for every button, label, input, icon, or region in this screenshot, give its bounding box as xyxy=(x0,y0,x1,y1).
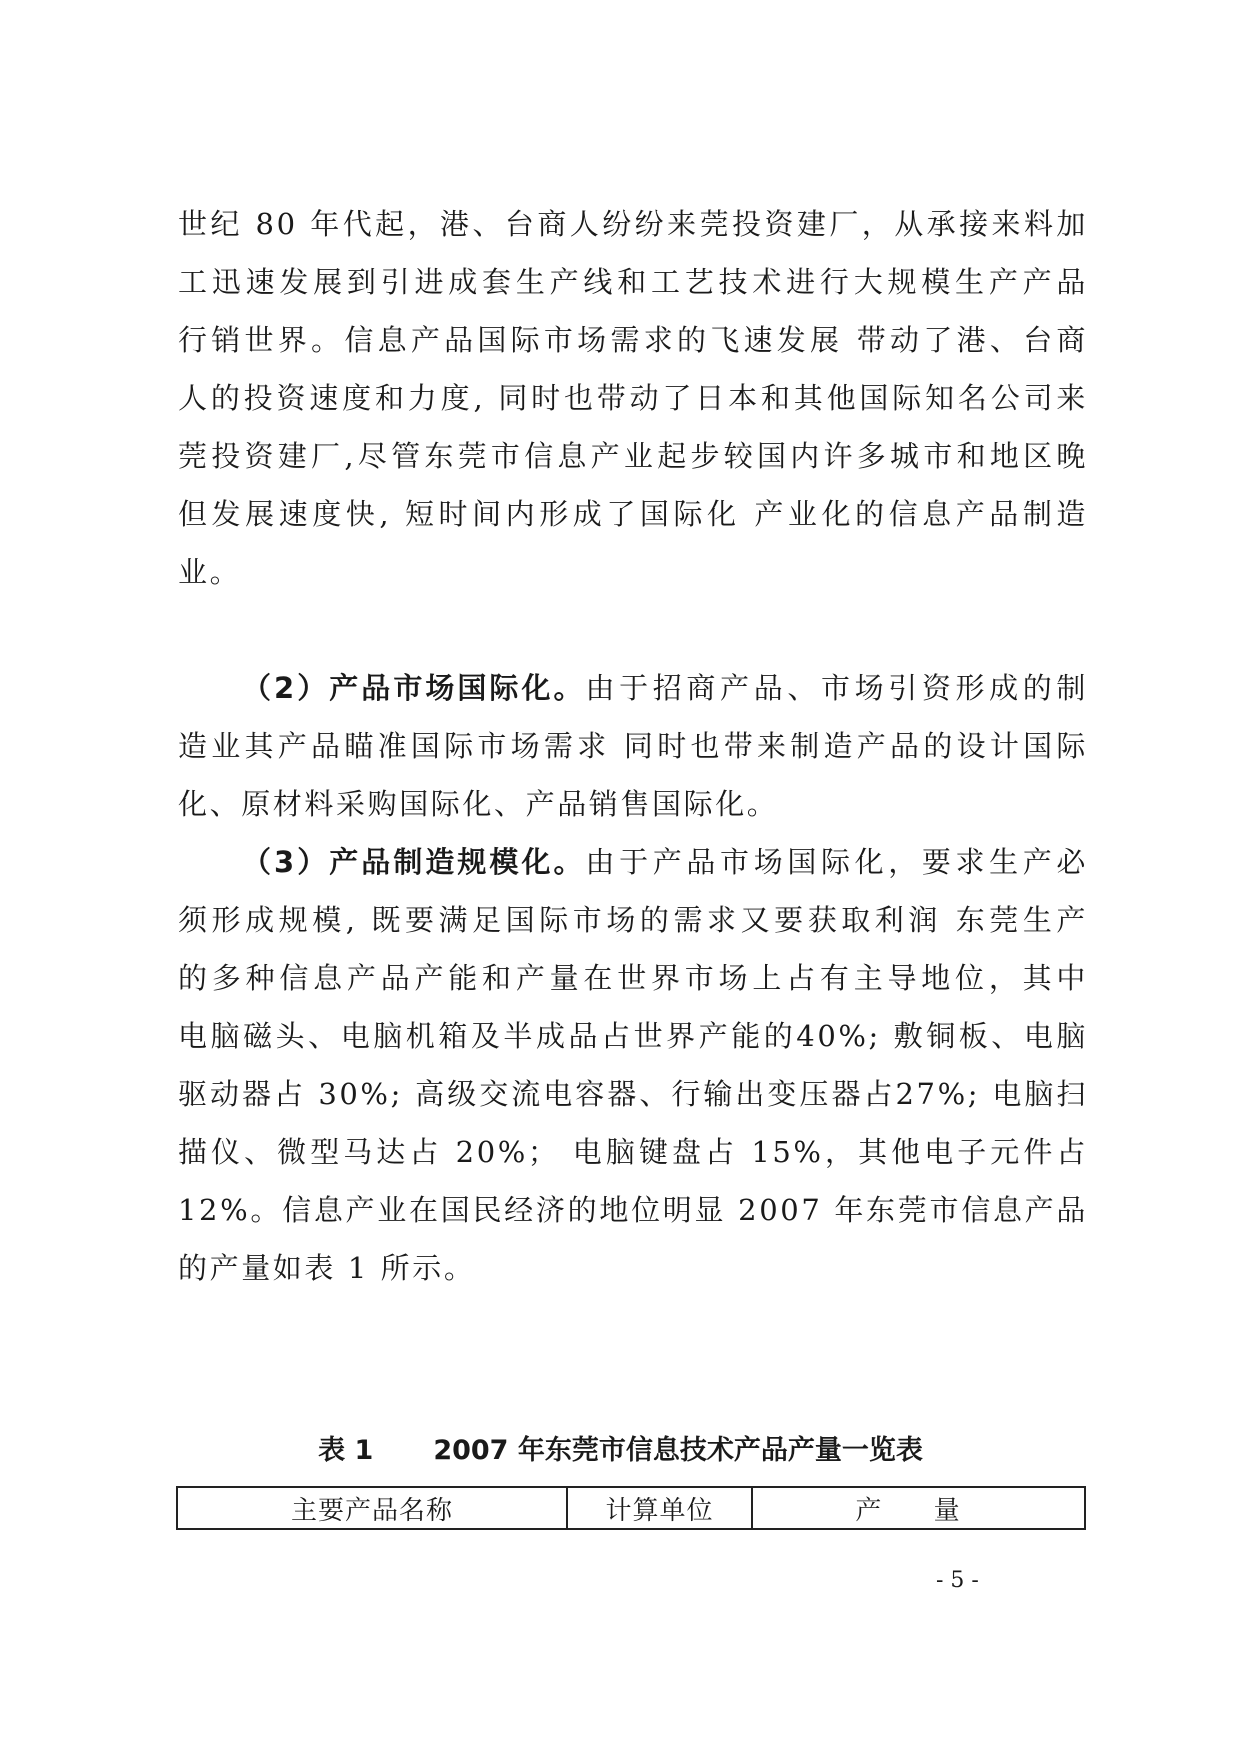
text-line: 电脑磁头、电脑机箱及半成品占世界产能的40%; 敷铜板、电脑 xyxy=(178,1019,1088,1053)
text-line: 莞投资建厂,尽管东莞市信息产业起步较国内许多城市和地区晚 xyxy=(178,439,1088,473)
paragraph-heading: （3）产品制造规模化。 xyxy=(242,845,586,879)
paragraph-text: 由于招商产品、市场引资形成的制 xyxy=(585,671,1088,705)
text-line: 但发展速度快, 短时间内形成了国际化 产业化的信息产品制造 xyxy=(178,497,1088,531)
text-line: 须形成规模, 既要满足国际市场的需求又要获取利润 东莞生产 xyxy=(178,903,1088,937)
text-line: 工迅速发展到引进成套生产线和工艺技术进行大规模生产产品 xyxy=(178,265,1088,299)
table-caption xyxy=(0,1433,1241,1469)
page-number: - 5 - xyxy=(936,1568,979,1593)
text-line: 的多种信息产品产能和产量在世界市场上占有主导地位，其中 xyxy=(178,961,1088,995)
table-caption-title: 2007 年东莞市信息技术产品产量一览表 xyxy=(433,1435,923,1466)
text-line: 描仪、微型马达占 20%； 电脑键盘占 15%，其他电子元件占 xyxy=(178,1135,1088,1169)
table-caption-number: 表 1 xyxy=(318,1435,374,1466)
table-header-row xyxy=(176,1486,1086,1530)
table-header-cell: 产 量 xyxy=(855,1495,982,1526)
text-line: 造业其产品瞄准国际市场需求 同时也带来制造产品的设计国际 xyxy=(178,729,1088,763)
text-line: 的产量如表 1 所示。 xyxy=(178,1251,476,1285)
text-line xyxy=(242,670,1088,706)
paragraph-heading: （2）产品市场国际化。 xyxy=(242,671,586,705)
text-line: 驱动器占 30%; 高级交流电容器、行输出变压器占27%; 电脑扫 xyxy=(178,1077,1088,1111)
text-line: 世纪 80 年代起，港、台商人纷纷来莞投资建厂，从承接来料加 xyxy=(178,207,1088,241)
text-line: 行销世界。信息产品国际市场需求的飞速发展 带动了港、台商 xyxy=(178,323,1088,357)
text-line: 业。 xyxy=(178,555,242,589)
table-header-cell: 主要产品名称 xyxy=(178,1488,568,1528)
text-line: 12%。信息产业在国民经济的地位明显 2007 年东莞市信息产品 xyxy=(178,1193,1088,1227)
table-header-cell: 计算单位 xyxy=(568,1488,753,1528)
text-line: 化、原材料采购国际化、产品销售国际化。 xyxy=(178,787,779,821)
text-line xyxy=(242,844,1088,880)
paragraph-text: 由于产品市场国际化，要求生产必 xyxy=(585,845,1088,879)
text-line: 人的投资速度和力度, 同时也带动了日本和其他国际知名公司来 xyxy=(178,381,1088,415)
